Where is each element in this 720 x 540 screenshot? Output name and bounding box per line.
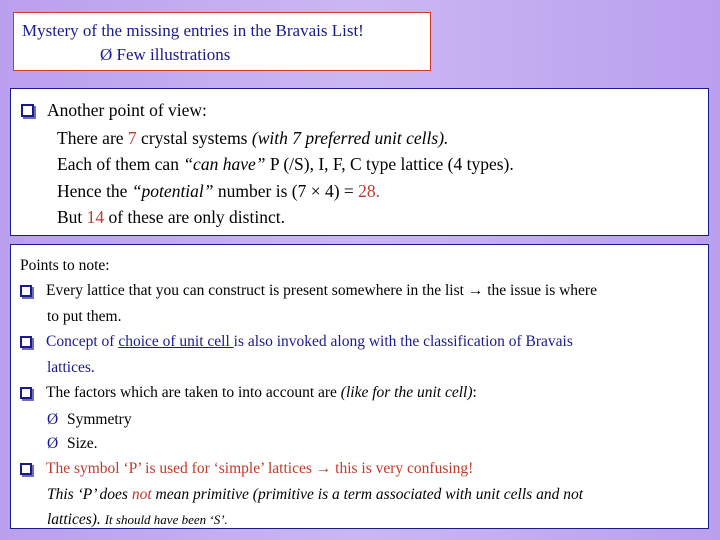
- point-line-potential: [21, 178, 700, 205]
- text: The factors which are taken to into account are: [46, 383, 341, 401]
- point-line-systems: [21, 125, 700, 152]
- text-italic: “potential”: [131, 180, 214, 201]
- text-italic: (like for the unit cell): [340, 383, 473, 401]
- text: number is (7 × 4) =: [213, 180, 359, 201]
- text: :: [472, 383, 477, 401]
- note-continuation: [20, 483, 700, 508]
- slide-subtitle: [22, 43, 422, 67]
- distinct-count: 14: [86, 207, 105, 228]
- arrow-bullet-icon: Ø: [47, 410, 59, 428]
- note-text: [46, 457, 700, 482]
- note-continuation: lattices.: [47, 359, 95, 377]
- potential-count: 28.: [358, 180, 381, 201]
- checkbox-bullet-icon: [21, 97, 47, 125]
- text: This ‘P’ does: [47, 486, 132, 504]
- text: Hence the: [57, 180, 132, 201]
- text: P (/S), I, F, C type lattice (4 types).: [265, 154, 514, 175]
- checkbox-bullet-icon: [20, 330, 46, 357]
- text-small: It should have been ‘S’.: [104, 511, 228, 527]
- text-italic: (with 7 preferred unit cells).: [251, 127, 449, 148]
- text: But: [57, 207, 87, 228]
- text: There are: [57, 127, 128, 148]
- note-item-lattice: [20, 279, 700, 306]
- arrow-bullet-icon: Ø: [100, 45, 113, 64]
- note-item-unit-cell: [20, 330, 700, 357]
- text: Symmetry: [67, 410, 132, 428]
- note-continuation: to put them.: [47, 308, 122, 326]
- checkbox-bullet-icon: [20, 279, 46, 306]
- text: this is very confusing!: [331, 459, 474, 477]
- note-text: [46, 330, 700, 355]
- notes-heading: Points to note:: [20, 257, 110, 274]
- arrow-bullet-icon: Ø: [47, 435, 59, 453]
- checkbox-bullet-icon: [20, 381, 46, 408]
- text: Each of them can: [57, 154, 184, 175]
- text: is also invoked along with the classification of Bravais: [233, 332, 573, 350]
- right-arrow-icon: →: [315, 459, 332, 477]
- text: Concept of: [46, 332, 119, 350]
- sub-item-symmetry: [20, 408, 700, 433]
- point-heading: Another point of view:: [47, 100, 207, 120]
- points-to-note-box: [10, 244, 709, 529]
- unit-cell-link[interactable]: choice of unit cell: [118, 332, 234, 350]
- text: crystal systems: [136, 127, 252, 148]
- note-continuation: [20, 508, 700, 533]
- text: mean primitive (primitive is a term associated with unit cells and not: [151, 486, 584, 504]
- text: of these are only distinct.: [104, 207, 285, 228]
- text: lattices).: [47, 510, 105, 528]
- text: the issue is where: [483, 281, 597, 299]
- sub-item-size: [20, 432, 700, 457]
- note-item-symbol-p: [20, 457, 700, 484]
- note-item-factors: [20, 381, 700, 408]
- point-heading-row: [21, 97, 700, 125]
- right-arrow-icon: →: [467, 281, 484, 299]
- slide-title: Mystery of the missing entries in the Bravais List!: [22, 21, 364, 40]
- note-text: [46, 279, 700, 304]
- point-of-view-box: [10, 88, 709, 236]
- point-line-types: [21, 151, 700, 178]
- text: The symbol ‘P’ is used for ‘simple’ lattices: [46, 459, 316, 477]
- text: Every lattice that you can construct is present somewhere in the list: [46, 281, 468, 299]
- systems-count: 7: [127, 127, 137, 148]
- checkbox-bullet-icon: [20, 457, 46, 484]
- title-box: [13, 12, 431, 71]
- text-emphasis: not: [131, 486, 152, 504]
- subtitle-text: Few illustrations: [116, 45, 231, 64]
- point-line-distinct: [21, 204, 700, 231]
- text: Size.: [67, 435, 98, 453]
- note-text: [46, 381, 700, 406]
- text-italic: “can have”: [183, 154, 266, 175]
